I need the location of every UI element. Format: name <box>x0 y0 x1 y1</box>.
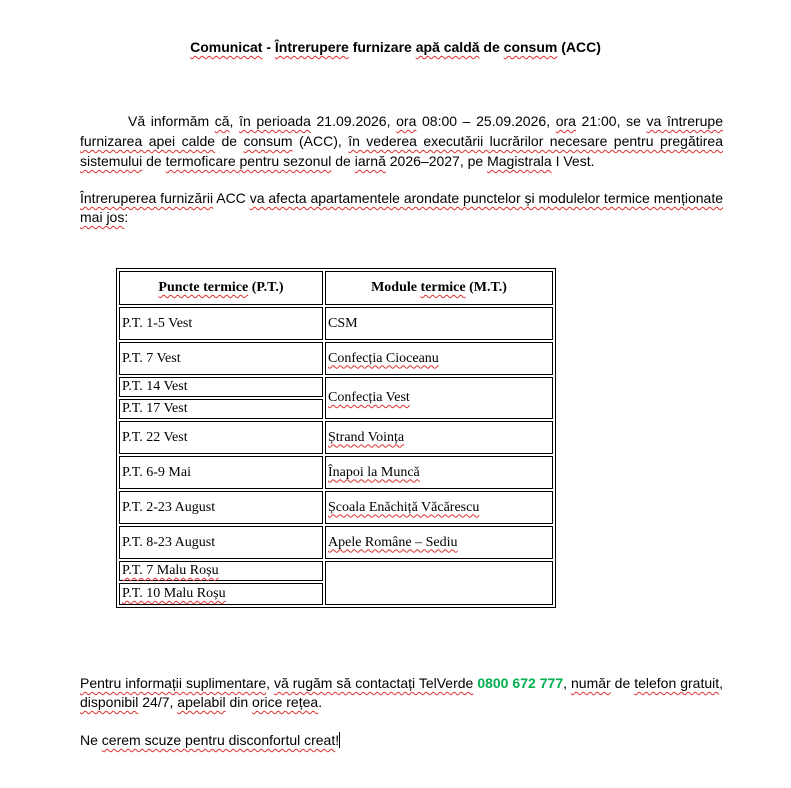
intro-paragraph-segment: de <box>331 153 355 169</box>
table-row <box>119 342 553 375</box>
table-row <box>119 377 553 397</box>
mt-cell: Confecția Vest <box>325 377 553 419</box>
intro-paragraph-segment: iarnă <box>354 153 386 169</box>
table-row <box>119 456 553 489</box>
intro-paragraph-segment: în perioada <box>239 113 311 129</box>
intro-paragraph-segment: (ACC), <box>292 133 349 149</box>
intro-paragraph-segment: I Vest. <box>551 153 595 169</box>
header-module-termice: Module termice (M.T.) <box>325 271 553 305</box>
intro-paragraph-segment: Vă informăm <box>128 113 215 129</box>
intro-paragraph-segment: că <box>214 113 230 129</box>
mt-cell: Școala Enăchiță Văcărescu <box>325 491 553 524</box>
intro-paragraph-segment: ora <box>396 113 417 129</box>
table-row <box>119 307 553 340</box>
intro-paragraph-segment: de <box>215 133 244 149</box>
intro-paragraph-segment: va întrerupe furnizarea apei calde <box>80 113 724 149</box>
affected-paragraph-segment: : <box>124 209 129 225</box>
affected-paragraph-segment: va afecta apartamentele arondate punctelor și modulelor termice menționate mai jos <box>80 190 724 225</box>
thermal-points-table <box>116 268 556 608</box>
pt-cell: P.T. 8-23 August <box>119 526 323 559</box>
pt-cell: P.T. 7 Malu Roșu <box>119 561 323 581</box>
intro-paragraph-segment: , <box>229 113 240 129</box>
header-puncte-termice: Puncte termice (P.T.) <box>119 271 323 305</box>
intro-paragraph-segment: 2026–2027, pe <box>385 153 488 169</box>
pt-cell: P.T. 2-23 August <box>119 491 323 524</box>
phone-number: 0800 672 777 <box>477 675 564 691</box>
mt-cell: Ștrand Voința <box>325 421 553 454</box>
mt-cell <box>325 561 553 605</box>
mt-cell: CSM <box>325 307 553 340</box>
affected-paragraph-segment: Întreruperea furnizării <box>80 190 214 206</box>
pt-cell: P.T. 17 Vest <box>119 399 323 419</box>
pt-cell: P.T. 14 Vest <box>119 377 323 397</box>
intro-paragraph-segment: în vederea executării lucrărilor necesare pentru pregătirea sistemului <box>80 133 723 169</box>
intro-paragraph-segment: ora <box>555 113 576 129</box>
table-row <box>119 526 553 559</box>
intro-paragraph-segment: 08:00 – 25.09.2026, <box>416 113 556 129</box>
pt-cell: P.T. 22 Vest <box>119 421 323 454</box>
apology-paragraph[interactable]: Ne cerem scuze pentru disconfortul creat! <box>80 732 340 748</box>
table-header-row <box>119 271 553 305</box>
affected-paragraph-segment: ACC <box>213 190 250 206</box>
intro-paragraph-segment: Magistrala <box>487 153 552 169</box>
intro-paragraph-segment: consum <box>243 133 293 149</box>
mt-cell: Confecția Cioceanu <box>325 342 553 375</box>
intro-paragraph-segment: termoficare pentru sezonul <box>165 153 332 169</box>
table-row <box>119 421 553 454</box>
pt-cell: P.T. 7 Vest <box>119 342 323 375</box>
pt-cell: P.T. 1-5 Vest <box>119 307 323 340</box>
pt-cell: P.T. 10 Malu Roșu <box>119 583 323 605</box>
intro-paragraph-segment: de <box>142 153 166 169</box>
mt-cell: Înapoi la Muncă <box>325 456 553 489</box>
table-row <box>119 491 553 524</box>
text-cursor <box>339 732 340 748</box>
document-title: Comunicat - Întrerupere furnizare apă caldă de consum (ACC) <box>190 39 601 55</box>
pt-cell: P.T. 6-9 Mai <box>119 456 323 489</box>
intro-paragraph-segment: 21:00, se <box>575 113 647 129</box>
contact-paragraph: Pentru informații suplimentare, vă rugăm să contactați TelVerde 0800 672 777, număr de telefon gratuit, disponibil 24/7, apelabil din orice rețea. <box>80 675 724 710</box>
intro-paragraph-segment: 21.09.2026, <box>310 113 397 129</box>
intro-paragraph <box>80 111 723 171</box>
mt-cell: Apele Române – Sediu <box>325 526 553 559</box>
affected-paragraph <box>80 189 723 227</box>
table-row <box>119 561 553 581</box>
